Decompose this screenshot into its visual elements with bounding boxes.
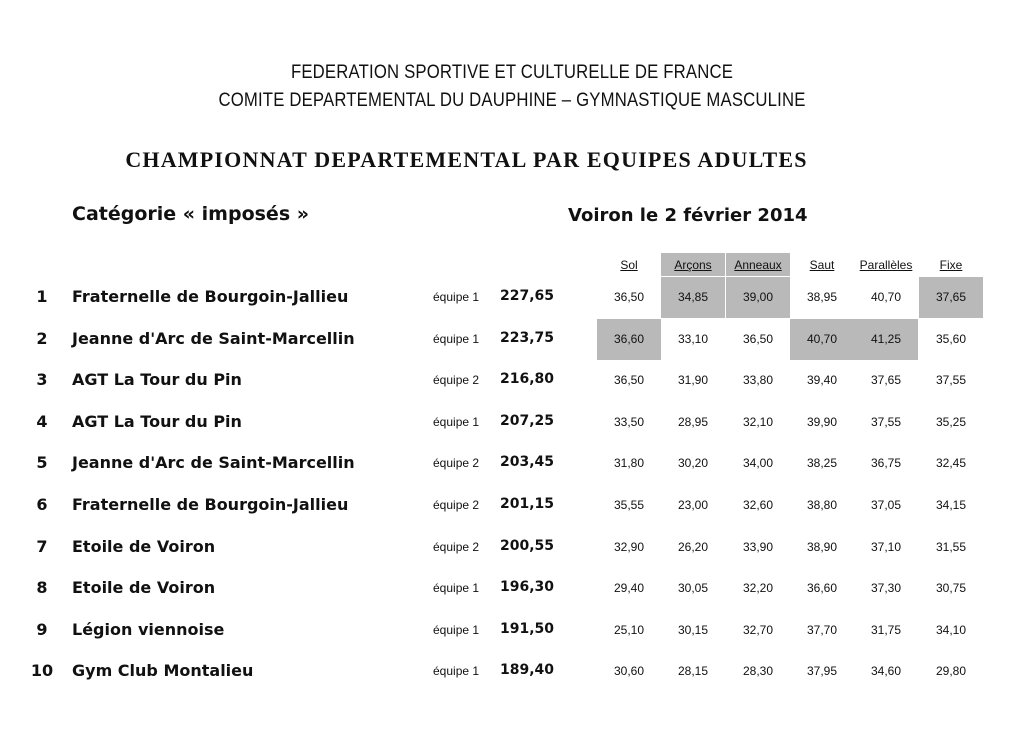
rank-cell: 4 — [36, 412, 48, 431]
apparatus-score: 30,60 — [613, 664, 645, 678]
column-header: Arçons — [674, 258, 712, 272]
total-score: 227,65 — [500, 288, 555, 304]
apparatus-score: 37,65 — [935, 290, 967, 304]
table-row — [0, 568, 1024, 609]
apparatus-score: 32,45 — [935, 456, 967, 470]
rank-cell: 1 — [36, 287, 48, 306]
apparatus-score: 34,60 — [870, 664, 902, 678]
team-label: équipe 2 — [433, 373, 480, 387]
place-date: Voiron le 2 février 2014 — [568, 205, 808, 226]
apparatus-score: 35,55 — [613, 498, 645, 512]
apparatus-score: 32,10 — [742, 415, 774, 429]
column-header: Anneaux — [734, 258, 782, 272]
rank-cell: 8 — [36, 578, 48, 597]
team-label: équipe 2 — [433, 456, 480, 470]
total-score: 200,55 — [500, 538, 555, 554]
team-label: équipe 1 — [433, 664, 480, 678]
table-row — [0, 443, 1024, 484]
apparatus-score: 38,90 — [806, 540, 838, 554]
apparatus-score: 36,60 — [613, 332, 645, 346]
column-header: Sol — [620, 258, 638, 272]
club-name: Légion viennoise — [72, 620, 225, 639]
apparatus-score: 36,60 — [806, 581, 838, 595]
apparatus-score: 30,05 — [677, 581, 709, 595]
apparatus-score: 34,00 — [742, 456, 774, 470]
club-name: Etoile de Voiron — [72, 578, 216, 597]
column-header: Fixe — [939, 258, 963, 272]
club-name: AGT La Tour du Pin — [72, 370, 242, 389]
apparatus-score: 32,90 — [613, 540, 645, 554]
apparatus-score: 36,75 — [870, 456, 902, 470]
apparatus-score: 41,25 — [870, 332, 902, 346]
club-name: Fraternelle de Bourgoin-Jallieu — [72, 287, 349, 306]
apparatus-score: 32,70 — [742, 623, 774, 637]
team-label: équipe 1 — [433, 332, 480, 346]
apparatus-score: 40,70 — [870, 290, 902, 304]
total-score: 203,45 — [500, 454, 555, 470]
apparatus-score: 31,80 — [613, 456, 645, 470]
apparatus-score: 40,70 — [806, 332, 838, 346]
apparatus-score: 33,50 — [613, 415, 645, 429]
total-score: 189,40 — [500, 662, 555, 678]
apparatus-score: 38,80 — [806, 498, 838, 512]
apparatus-score: 32,20 — [742, 581, 774, 595]
table-row — [0, 319, 1024, 360]
page-title: CHAMPIONNAT DEPARTEMENTAL PAR EQUIPES ADULTES — [125, 147, 808, 172]
table-row — [0, 610, 1024, 651]
club-name: Jeanne d'Arc de Saint-Marcellin — [72, 329, 355, 348]
team-label: équipe 2 — [433, 540, 480, 554]
club-name: Etoile de Voiron — [72, 537, 216, 556]
apparatus-score: 30,15 — [677, 623, 709, 637]
apparatus-score: 30,75 — [935, 581, 967, 595]
apparatus-score: 29,80 — [935, 664, 967, 678]
rank-cell: 5 — [36, 453, 48, 472]
committee-name: COMITE DEPARTEMENTAL DU DAUPHINE – GYMNASTIQUE MASCULINE — [218, 90, 806, 111]
apparatus-score: 37,30 — [870, 581, 902, 595]
apparatus-score: 28,30 — [742, 664, 774, 678]
table-row — [0, 402, 1024, 443]
total-score: 196,30 — [500, 579, 555, 595]
apparatus-score: 28,15 — [677, 664, 709, 678]
apparatus-score: 37,10 — [870, 540, 902, 554]
team-label: équipe 2 — [433, 498, 480, 512]
apparatus-score: 33,80 — [742, 373, 774, 387]
total-score: 191,50 — [500, 621, 555, 637]
apparatus-score: 37,95 — [806, 664, 838, 678]
apparatus-score: 25,10 — [613, 623, 645, 637]
table-row — [0, 651, 1024, 692]
rank-cell: 7 — [36, 537, 48, 556]
team-label: équipe 1 — [433, 415, 480, 429]
apparatus-score: 33,10 — [677, 332, 709, 346]
table-row — [0, 527, 1024, 568]
rank-cell: 6 — [36, 495, 48, 514]
club-name: Fraternelle de Bourgoin-Jallieu — [72, 495, 349, 514]
apparatus-score: 23,00 — [677, 498, 709, 512]
apparatus-score: 37,55 — [935, 373, 967, 387]
club-name: AGT La Tour du Pin — [72, 412, 242, 431]
apparatus-score: 38,25 — [806, 456, 838, 470]
apparatus-score: 38,95 — [806, 290, 838, 304]
total-score: 216,80 — [500, 371, 555, 387]
total-score: 207,25 — [500, 413, 555, 429]
organization-name: FEDERATION SPORTIVE ET CULTURELLE DE FRANCE — [290, 62, 734, 83]
total-score: 201,15 — [500, 496, 555, 512]
apparatus-score: 35,25 — [935, 415, 967, 429]
apparatus-score: 29,40 — [613, 581, 645, 595]
rank-cell: 10 — [30, 661, 54, 680]
apparatus-score: 33,90 — [742, 540, 774, 554]
column-header: Saut — [809, 258, 835, 272]
club-name: Gym Club Montalieu — [72, 661, 254, 680]
apparatus-score: 36,50 — [613, 290, 645, 304]
apparatus-score: 37,70 — [806, 623, 838, 637]
apparatus-score: 26,20 — [677, 540, 709, 554]
apparatus-score: 30,20 — [677, 456, 709, 470]
apparatus-score: 37,55 — [870, 415, 902, 429]
apparatus-score: 36,50 — [742, 332, 774, 346]
apparatus-score: 39,40 — [806, 373, 838, 387]
team-label: équipe 1 — [433, 581, 480, 595]
team-label: équipe 1 — [433, 290, 480, 304]
apparatus-score: 39,00 — [742, 290, 774, 304]
apparatus-score: 39,90 — [806, 415, 838, 429]
apparatus-score: 34,85 — [677, 290, 709, 304]
category-label: Catégorie « imposés » — [72, 203, 310, 225]
table-row — [0, 360, 1024, 401]
team-label: équipe 1 — [433, 623, 480, 637]
table-row — [0, 277, 1024, 318]
apparatus-score: 37,65 — [870, 373, 902, 387]
apparatus-score: 35,60 — [935, 332, 967, 346]
apparatus-score: 31,75 — [870, 623, 902, 637]
total-score: 223,75 — [500, 330, 555, 346]
rank-cell: 3 — [36, 370, 48, 389]
apparatus-score: 36,50 — [613, 373, 645, 387]
apparatus-score: 34,15 — [935, 498, 967, 512]
apparatus-score: 32,60 — [742, 498, 774, 512]
table-row — [0, 485, 1024, 526]
column-header: Parallèles — [859, 258, 913, 272]
rank-cell: 2 — [36, 329, 48, 348]
club-name: Jeanne d'Arc de Saint-Marcellin — [72, 453, 355, 472]
apparatus-score: 28,95 — [677, 415, 709, 429]
apparatus-score: 37,05 — [870, 498, 902, 512]
apparatus-score: 31,55 — [935, 540, 967, 554]
apparatus-score: 34,10 — [935, 623, 967, 637]
rank-cell: 9 — [36, 620, 48, 639]
apparatus-score: 31,90 — [677, 373, 709, 387]
